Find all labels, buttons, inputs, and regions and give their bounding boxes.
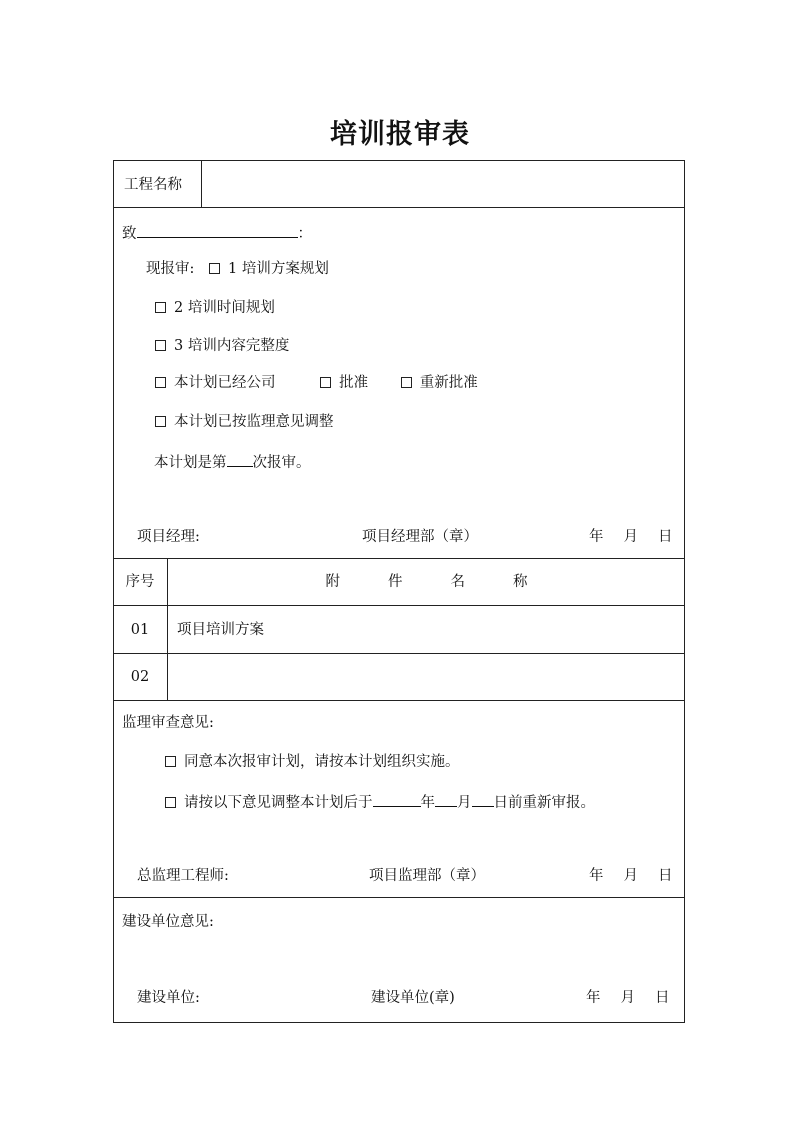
owner-unit-stamp: 建设单位(章) (371, 990, 455, 1006)
checkbox-2[interactable] (155, 302, 166, 313)
approval-prefix: 本计划已经公司 (174, 375, 276, 391)
checkbox-agree[interactable] (165, 756, 176, 767)
report-label: 现报审: (146, 261, 195, 277)
divider (113, 897, 685, 898)
attachment-row-name: 项目培训方案 (177, 622, 264, 638)
agree-label: 同意本次报审计划，请按本计划组织实施。 (184, 754, 460, 770)
count-suffix: 次报审。 (252, 455, 311, 471)
date-month: 月 (620, 990, 635, 1006)
addressee-line (122, 222, 312, 244)
submission-count-line (154, 451, 311, 473)
divider (113, 700, 685, 701)
date-year: 年 (589, 868, 604, 884)
project-name-field[interactable] (205, 164, 681, 204)
supervision-date (589, 866, 673, 886)
checkbox-3[interactable] (155, 340, 166, 351)
report-item-2-label: 2 培训时间规划 (174, 300, 275, 316)
form-title: 培训报审表 (330, 119, 470, 150)
count-prefix: 本计划是第 (154, 455, 227, 471)
date-year: 年 (589, 529, 604, 545)
checkbox-adjust[interactable] (165, 797, 176, 808)
manager-date (589, 527, 673, 547)
report-item-1 (146, 259, 329, 279)
manager-dept-stamp: 项目经理部（章） (362, 529, 478, 545)
attachment-no-header: 序号 (125, 574, 155, 590)
owner-label: 建设单位意见: (122, 914, 214, 930)
adjusted-label: 本计划已按监理意见调整 (174, 414, 334, 430)
supervision-adjust-line (165, 791, 595, 813)
divider (113, 653, 685, 654)
project-name-label: 工程名称 (124, 177, 182, 193)
checkbox-1[interactable] (209, 263, 220, 274)
report-item-3 (155, 336, 289, 356)
checkbox-approve[interactable] (320, 377, 331, 388)
date-year: 年 (586, 990, 601, 1006)
addressee-blank[interactable] (137, 222, 298, 238)
date-day: 日 (658, 529, 673, 545)
approve-label: 批准 (339, 375, 369, 391)
supervision-dept-stamp: 项目监理部（章） (369, 868, 485, 884)
adjust-year: 年 (420, 795, 435, 811)
reapprove-label: 重新批准 (419, 375, 478, 391)
checkbox-reapprove[interactable] (401, 377, 412, 388)
attachment-row-no: 02 (130, 669, 150, 685)
adjust-day-blank[interactable] (472, 791, 494, 807)
adjust-month: 月 (457, 795, 472, 811)
report-item-1-label: 1 培训方案规划 (228, 261, 329, 277)
owner-date (586, 988, 670, 1008)
date-day: 日 (655, 990, 670, 1006)
supervision-agree-line (165, 752, 460, 772)
divider (113, 558, 685, 559)
report-item-2 (155, 298, 275, 318)
divider (201, 160, 202, 208)
manager-label: 项目经理: (137, 529, 200, 545)
adjust-month-blank[interactable] (435, 791, 457, 807)
adjust-suffix: 日前重新审报。 (493, 795, 595, 811)
adjusted-line (155, 412, 334, 432)
engineer-label: 总监理工程师: (137, 868, 229, 884)
date-day: 日 (658, 868, 673, 884)
owner-unit-label: 建设单位: (137, 990, 200, 1006)
count-blank[interactable] (227, 451, 253, 467)
adjust-prefix: 请按以下意见调整本计划后于 (184, 795, 373, 811)
report-item-3-label: 3 培训内容完整度 (174, 338, 290, 354)
divider (113, 605, 685, 606)
attachment-name-header: 附 件 名 称 (325, 574, 528, 590)
addressee-prefix: 致 (122, 226, 137, 242)
supervision-label: 监理审查意见: (122, 715, 214, 731)
divider (113, 207, 685, 208)
adjust-year-blank[interactable] (373, 791, 421, 807)
checkbox-company[interactable] (155, 377, 166, 388)
date-month: 月 (623, 529, 638, 545)
addressee-suffix: ： (297, 226, 312, 242)
attachment-row-no: 01 (130, 622, 150, 638)
approval-line (155, 373, 478, 393)
date-month: 月 (623, 868, 638, 884)
checkbox-adjusted[interactable] (155, 416, 166, 427)
